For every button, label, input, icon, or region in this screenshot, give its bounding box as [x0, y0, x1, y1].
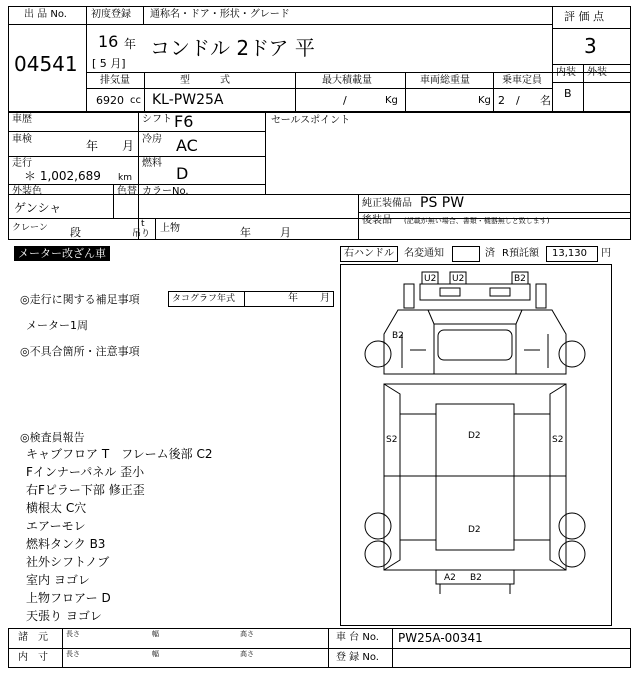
name-change-box: [452, 246, 480, 262]
inspector-line: 天張り ヨゴレ: [26, 609, 102, 623]
accessories-label: 後装品: [362, 215, 392, 226]
upper-year-unit: 年: [240, 226, 251, 239]
driving-remarks-label: ◎走行に関する補足事項: [20, 293, 140, 306]
damage-mark: B2: [514, 274, 526, 284]
exterior-label: 外装: [587, 67, 607, 78]
divider: [405, 72, 406, 112]
inspector-line: 右Fピラー下部 修正歪: [26, 483, 145, 497]
mileage-unit: km: [118, 173, 132, 183]
recycle-deposit: 済: [485, 248, 495, 259]
crane-suspend: 吊り: [132, 229, 151, 239]
divider: [86, 72, 631, 73]
divider: [8, 156, 265, 157]
capacity-unit: 名: [540, 94, 551, 107]
inspector-line: 上物フロアー D: [26, 591, 111, 605]
ac-label: 冷房: [142, 134, 162, 145]
shift-value: F6: [174, 112, 194, 131]
meter-tamper-badge: メーター改ざん車: [14, 246, 110, 261]
inspector-line: キャブフロア T フレーム後部 C2: [26, 447, 213, 461]
max-load-sep: /: [343, 94, 347, 107]
divider: [155, 218, 156, 240]
damage-mark: U2: [424, 274, 437, 284]
interior-dims-label: 内 寸: [18, 652, 48, 663]
crane-ton-unit: t: [141, 219, 145, 229]
divider: [358, 194, 359, 240]
defects-label: ◎不具合箇所・注意事項: [20, 345, 140, 358]
inspector-line: 横根太 C穴: [26, 501, 87, 515]
upper-month-unit: 月: [280, 226, 291, 239]
divider: [8, 648, 631, 649]
divider: [358, 212, 631, 213]
divider: [583, 64, 584, 112]
divider: [552, 82, 631, 83]
factory-equip-label: 純正装備品: [362, 198, 412, 209]
length-label: 長さ: [66, 650, 80, 658]
divider: [8, 194, 631, 195]
recycle-label: R預託額: [502, 248, 539, 259]
max-load-unit: Kg: [385, 95, 398, 106]
inspection-label: 車検: [12, 134, 32, 145]
color-label: 外装色: [12, 186, 42, 197]
damage-mark: S2: [552, 435, 564, 445]
lot-no: 04541: [14, 52, 78, 76]
divider: [552, 6, 553, 112]
length-label: 長さ: [66, 630, 80, 638]
crane-label: クレーン: [12, 223, 48, 233]
fuel-label: 燃料: [142, 158, 162, 169]
width-label: 幅: [152, 630, 159, 638]
first-reg-label: 初度登録: [91, 9, 131, 20]
inspector-line: Fインナーパネル 歪小: [26, 465, 145, 479]
divider: [493, 72, 494, 112]
ac-value: AC: [176, 136, 198, 155]
displacement-unit: cc: [130, 95, 141, 106]
inspection-month-unit: 月: [122, 139, 135, 153]
truck-diagram: [340, 264, 612, 626]
model-name-label: 通称名・ドア・形状・グレード: [150, 9, 290, 20]
score-label: 評 価 点: [564, 10, 604, 23]
gross-weight-unit: Kg: [478, 95, 491, 106]
month-value: [ 5 月]: [92, 57, 126, 70]
history-label: 車歴: [12, 114, 32, 125]
tacho-month-unit: 月: [320, 293, 330, 304]
divider: [86, 88, 552, 89]
divider: [86, 24, 552, 25]
mileage-value: ＊ 1,002,689: [24, 169, 101, 183]
type-value: KL-PW25A: [152, 92, 224, 108]
lot-no-label: 出 品 No.: [24, 9, 67, 20]
dimensions-label: 諸 元: [18, 632, 48, 643]
height-label: 高さ: [240, 630, 254, 638]
inspector-line: エアーモレ: [26, 519, 86, 533]
inspection-year-unit: 年: [86, 139, 99, 153]
factory-equip-value: PS PW: [420, 195, 465, 211]
divider: [62, 628, 63, 668]
accessories-note: (記載が無い場合、書類・機器無しと致します): [404, 217, 550, 225]
displacement-label: 排気量: [100, 75, 130, 86]
divider: [328, 628, 329, 668]
gross-weight-label: 車両総重量: [420, 75, 470, 86]
sales-point-label: セールスポイント: [271, 115, 351, 126]
capacity-label: 乗車定員: [502, 75, 542, 86]
color-change-label: 色替: [117, 186, 137, 197]
inspector-line: 社外シフトノブ: [26, 555, 110, 569]
damage-mark: D2: [468, 525, 481, 535]
divider: [552, 64, 631, 65]
capacity-sep: /: [516, 94, 520, 107]
damage-mark: U2: [452, 274, 465, 284]
divider: [265, 112, 266, 194]
divider: [8, 184, 265, 185]
width-label: 幅: [152, 650, 159, 658]
interior-label: 内装: [556, 67, 576, 78]
tacho-year-unit: 年: [288, 293, 298, 304]
fuel-value: D: [176, 164, 189, 183]
shift-label: シフト: [142, 114, 172, 125]
divider: [8, 24, 86, 25]
divider: [244, 291, 245, 307]
color-code-label: カラーNo.: [142, 186, 189, 197]
displacement-value: 6920: [96, 94, 124, 107]
color-value: ゲンシャ: [14, 201, 62, 215]
damage-mark: B2: [392, 331, 404, 341]
right-hand-label: 右ハンドル: [344, 248, 394, 259]
divider: [144, 72, 145, 112]
inspector-line: 燃料タンク B3: [26, 537, 106, 551]
score-value: 3: [584, 34, 597, 58]
damage-mark: A2: [444, 573, 456, 583]
crane-stage-unit: 段: [70, 226, 81, 239]
damage-mark: B2: [470, 573, 482, 583]
chassis-no-value: PW25A-00341: [398, 631, 483, 645]
upper-label: 上物: [160, 223, 180, 234]
name-change-label: 名変通知: [404, 248, 444, 259]
inspector-line: 室内 ヨゴレ: [26, 573, 90, 587]
divider: [113, 184, 114, 218]
tachograph-label: タコグラフ年式: [172, 294, 236, 304]
divider: [8, 131, 265, 132]
divider: [392, 628, 393, 668]
damage-mark: S2: [386, 435, 398, 445]
damage-mark: D2: [468, 431, 481, 441]
mileage-label: 走行: [12, 158, 32, 169]
chassis-no-label: 車 台 No.: [336, 632, 379, 643]
reg-no-label: 登 録 No.: [336, 652, 379, 663]
type-label: 型 式: [180, 75, 230, 86]
year-value: 16: [98, 32, 119, 51]
driving-note: メーター1周: [26, 319, 88, 332]
recycle-amount: 13,130: [552, 248, 587, 259]
capacity-value: 2: [498, 94, 505, 107]
year-unit: 年: [124, 37, 137, 51]
height-label: 高さ: [240, 650, 254, 658]
divider: [86, 6, 87, 112]
model-name: コンドル 2ドア 平: [150, 36, 315, 60]
max-load-label: 最大積載量: [322, 75, 372, 86]
inspector-report-label: ◎検査員報告: [20, 431, 85, 444]
interior-grade: B: [564, 87, 572, 100]
yen-unit: 円: [601, 248, 611, 259]
divider: [295, 72, 296, 112]
divider: [552, 28, 631, 29]
divider: [143, 6, 144, 24]
